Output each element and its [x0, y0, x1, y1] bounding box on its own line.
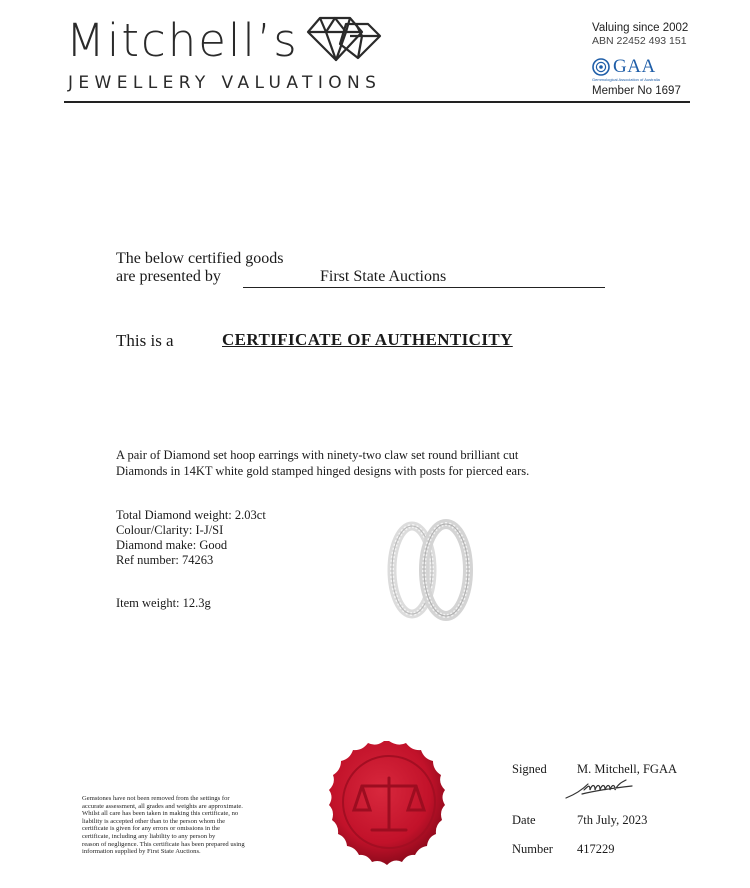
diamond-make: Diamond make: Good	[116, 538, 228, 552]
disclaimer-line: Whilst all care has been taken in making this certificate, no	[82, 810, 239, 818]
item-description	[116, 447, 636, 479]
date-value: 7th July, 2023	[577, 813, 648, 827]
presenter-name: First State Auctions	[320, 268, 447, 285]
wax-seal-image	[312, 728, 462, 878]
total-diamond-weight: Total Diamond weight: 2.03ct	[116, 508, 266, 522]
valuing-since: Valuing since 2002	[592, 22, 689, 34]
ref-number: Ref number: 74263	[116, 553, 214, 567]
description-line-2: Diamonds in 14KT white gold stamped hinged designs with posts for pierced ears.	[116, 464, 530, 478]
earrings-image	[378, 516, 488, 624]
handwritten-signature	[562, 776, 638, 802]
disclaimer-line: information supplied by First State Auctions.	[82, 848, 201, 856]
disclaimer-line: reason of negligence. This certificate has been prepared using	[82, 840, 245, 848]
number-value: 417229	[577, 842, 615, 856]
certificate-title: CERTIFICATE OF AUTHENTICITY	[222, 330, 513, 349]
member-number: Member No 1697	[592, 85, 681, 97]
item-weight: Item weight: 12.3g	[116, 596, 211, 610]
disclaimer-line: accurate assessment, all grades and weights are approximate.	[82, 802, 243, 810]
diamond-logo-icon	[306, 14, 382, 64]
date-label: Date	[512, 813, 536, 827]
colour-clarity: Colour/Clarity: I-J/SI	[116, 523, 224, 537]
signed-value: M. Mitchell, FGAA	[577, 762, 677, 776]
gaa-logo-text: GAA	[613, 56, 656, 77]
abn-number: ABN 22452 493 151	[592, 35, 687, 47]
brand-name: Mitchell’s	[66, 14, 299, 67]
intro-line-1: The below certified goods	[116, 250, 284, 267]
signed-label: Signed	[512, 762, 547, 776]
header-divider	[64, 101, 690, 103]
number-label: Number	[512, 842, 553, 856]
certificate-prefix: This is a	[116, 331, 174, 350]
brand-subtitle: JEWELLERY VALUATIONS	[68, 73, 382, 93]
disclaimer-text	[82, 795, 292, 856]
gaa-logo	[592, 56, 656, 78]
valuer-info	[592, 22, 688, 48]
intro-line-2: are presented by	[116, 268, 221, 285]
disclaimer-line: certificate, including any liability to any person by	[82, 832, 216, 840]
gaa-logo-subtext: Gemmological Association of Australia	[592, 77, 660, 82]
disclaimer-line: liability is accepted other than to the person whom the	[82, 817, 226, 825]
gaa-emblem-icon	[592, 58, 610, 76]
description-line-1: A pair of Diamond set hoop earrings with ninety-two claw set round brilliant cut	[116, 448, 519, 462]
disclaimer-line: certificate is given for any errors or omissions in the	[82, 825, 220, 833]
disclaimer-line: Gemstones have not been removed from the settings for	[82, 795, 230, 802]
diamond-specs	[116, 508, 266, 568]
